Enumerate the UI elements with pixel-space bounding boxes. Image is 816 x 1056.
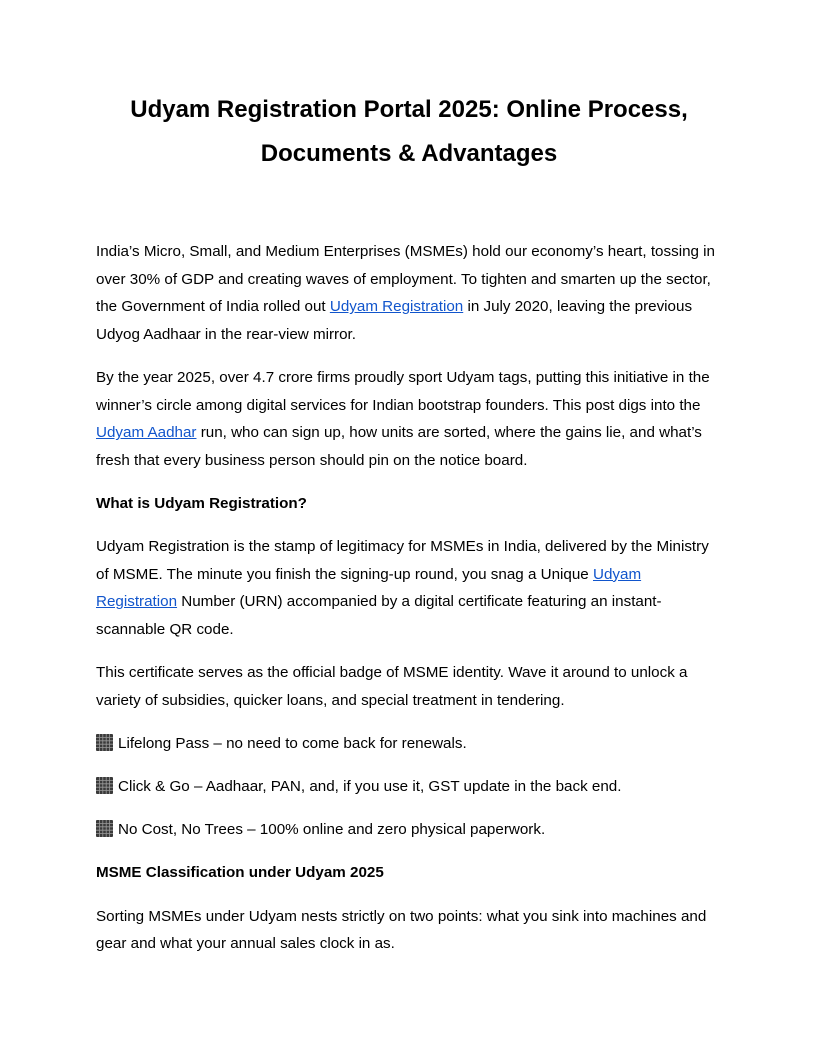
definition-text-end: Number (URN) accompanied by a digital certificate featuring an instant-scannable QR code. [96,593,662,638]
bullet-text: No Cost, No Trees – 100% online and zero physical paperwork. [118,821,546,839]
udyam-registration-link[interactable]: Udyam Registration [329,298,464,316]
intro-paragraph [96,238,724,348]
intro-text-start: India’s Micro, Small, and Medium Enterprises (MSMEs) hold our economy’s heart, tossing in over 30% of GDP and creating waves of employment. To tighten and smarten up the sector, the Government of India rolled out [96,243,716,316]
udyam-aadhar-link[interactable]: Udyam Aadhar [96,424,197,442]
document-body [96,238,724,973]
section-heading-what-is: What is Udyam Registration? [96,494,307,512]
stats-text-start: By the year 2025, over 4.7 crore firms proudly sport Udyam tags, putting this initiative in the winner’s circle among digital services for Indian bootstrap founders. This post digs into the [96,368,710,414]
grid-square-icon [96,777,113,794]
bullet-text: Click & Go – Aadhaar, PAN, and, if you use it, GST update in the back end. [118,778,622,796]
page-title [96,88,722,176]
bullet-item [96,730,724,758]
definition-text-start: Udyam Registration is the stamp of legitimacy for MSMEs in India, delivered by the Ministry of MSME. The minute you finish the signing-up round, you snag a Unique [96,538,709,583]
page-title-line-1: Udyam Registration Portal 2025: Online Process, [130,96,688,123]
classification-paragraph: Sorting MSMEs under Udyam nests strictly on two points: what you sink into machines and gear and what your annual sales clock in as. [96,907,707,953]
udyam-registration-number-link[interactable]: Udyam Registration [96,565,642,611]
bullet-text: Lifelong Pass – no need to come back for renewals. [118,734,467,752]
grid-square-icon [96,734,113,751]
page-title-line-2: Documents & Advantages [260,140,558,167]
grid-square-icon [96,820,113,837]
bullet-item [96,816,724,844]
definition-paragraph [96,533,724,643]
stats-text-end: run, who can sign up, how units are sorted, where the gains lie, and what’s fresh that every business person should pin on the notice board. [96,424,702,469]
stats-paragraph [96,364,724,474]
document-header [96,88,722,176]
intro-text-end: in July 2020, leaving the previous Udyog Aadhaar in the rear-view mirror. [96,298,693,343]
certificate-paragraph: This certificate serves as the official badge of MSME identity. Wave it around to unlock a variety of subsidies, quicker loans, and special treatment in tendering. [96,664,688,709]
bullet-item [96,773,724,801]
section-heading-classification: MSME Classification under Udyam 2025 [96,864,384,882]
